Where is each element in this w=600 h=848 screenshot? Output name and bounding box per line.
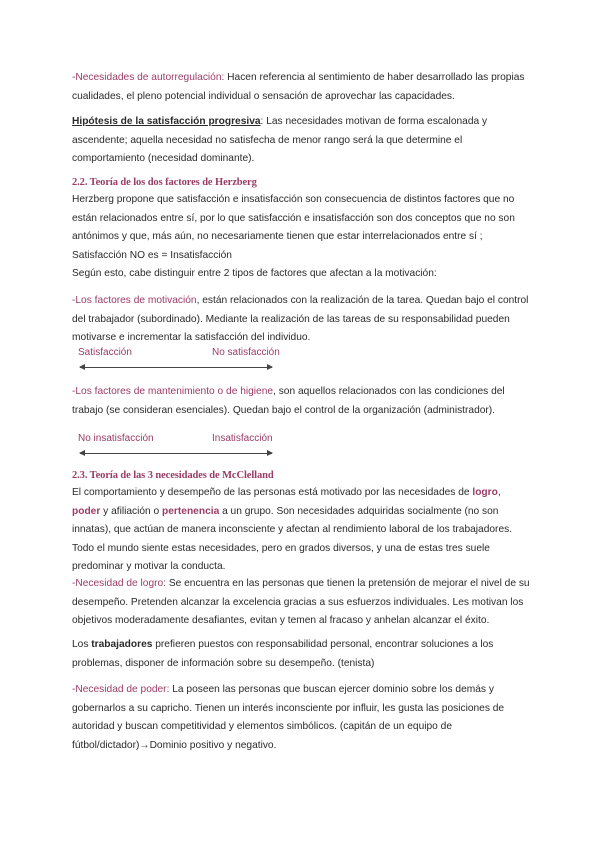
text-trab-b: prefieren puestos con responsabilidad personal, encontrar soluciones a los problemas, disponer de información sobre su desempeño. (tenista)	[72, 639, 494, 669]
term-autorregulacion: -Necesidades de autorregulación:	[72, 72, 225, 83]
term-factores-motivacion: -Los factores de motivación	[72, 295, 197, 306]
scale1-right-label: No satisfacción	[212, 347, 280, 358]
scale2-arrow	[80, 453, 272, 454]
term-trabajadores: trabajadores	[91, 639, 153, 650]
paragraph-hipotesis	[72, 113, 530, 169]
paragraph-herzberg-intro: Herzberg propone que satisfacción e insatisfacción son consecuencia de distintos factores que no están relacionados entre sí, por lo que satisfacción e insatisfacción son dos conceptos que no son antónimos y que, más aún, no necesariamente tienen que estar interrelacionados entre sí ; Satisfacción NO es = Insatisfacción	[72, 194, 515, 261]
heading-mcclelland: 2.3. Teoría de las 3 necesidades de McClelland	[72, 470, 274, 481]
text-necesidad-logro: Se encuentra en las personas que tienen la pretensión de mejorar el nivel de su desempeño. Pretenden alcanzar la excelencia gracias a sus esfuerzos individuales. Les motivan los objetivos moderadamente desafiantes, evitan y temen al fracaso y anhelan alcanzar el éxito.	[72, 578, 530, 627]
scale1-arrow	[80, 367, 272, 368]
text-mcclelland-c: a un grupo. Son necesidades adquiridas socialmente (no son innatas), que actúan de manera inconsciente y afectan al rendimiento laboral de los trabajadores. Todo el mundo siente estas necesidades, pero en grados diversos, y una de estas tres suele predominar y motivar la conducta.	[72, 505, 513, 573]
heading-herzberg: 2.2. Teoría de los dos factores de Herzberg	[72, 177, 257, 188]
scale2-right-label: Insatisfacción	[212, 433, 273, 444]
term-hipotesis: Hipótesis de la satisfacción progresiva	[72, 116, 261, 127]
text-trab-a: Los	[72, 639, 92, 650]
text-hipotesis: : Las necesidades motivan de forma escalonada y ascendente; aquella necesidad no satisfecha de menor rango será la que determine el comportamiento (necesidad dominante).	[72, 116, 488, 165]
paragraph-autorregulacion	[72, 69, 530, 106]
term-poder: poder	[72, 505, 101, 517]
term-necesidad-poder: -Necesidad de poder:	[72, 684, 170, 695]
text-factores-motivacion: , están relacionados con la realización de la tarea. Quedan bajo el control del trabajador (subordinado). Mediante la realización de las tareas de su responsabilidad pueden motivarse e incrementar la satisfacción del individuo.	[72, 295, 529, 344]
scale1-left-label: Satisfacción	[78, 347, 132, 358]
text-mcclelland-a: El comportamiento y desempeño de las personas está motivado por las necesidades de	[72, 487, 473, 498]
text-autorregulacion: Hacen referencia al sentimiento de haber desarrollado las propias cualidades, el pleno potencial individual o sensación de aprovechar las capacidades.	[72, 72, 525, 102]
text-mcclelland-b: y afiliación o	[100, 505, 163, 517]
text-comma: ,	[497, 487, 501, 498]
term-pertenencia: pertenencia	[162, 505, 220, 517]
text-factores-higiene: , son aquellos relacionados con las condiciones del trabajo (se consideran esenciales). Quedan bajo el control de la organización (administrador).	[72, 386, 505, 416]
paragraph-factores-motivacion	[72, 292, 530, 348]
term-logro: logro	[472, 487, 498, 498]
text-necesidad-poder: La poseen las personas que buscan ejercer dominio sobre los demás y gobernarlos a su capricho. Tienen un interés inconsciente por influir, les gusta las posiciones de autoridad y buscan competitividad y elementos simbólicos. (capitán de un equipo de fútbol/dictador)→Dominio positivo y negativo.	[72, 684, 505, 751]
scale2-left-label: No insatisfacción	[78, 433, 154, 444]
paragraph-trabajadores	[72, 636, 530, 673]
paragraph-factores-higiene	[72, 383, 530, 420]
paragraph-necesidad-logro	[72, 575, 530, 631]
paragraph-mcclelland-intro	[72, 484, 530, 577]
term-factores-higiene: -Los factores de mantenimiento o de higiene	[72, 386, 274, 397]
paragraph-necesidad-poder	[72, 681, 530, 755]
paragraph-segun: Según esto, cabe distinguir entre 2 tipos de factores que afectan a la motivación:	[72, 268, 437, 279]
term-necesidad-logro: -Necesidad de logro:	[72, 578, 167, 589]
